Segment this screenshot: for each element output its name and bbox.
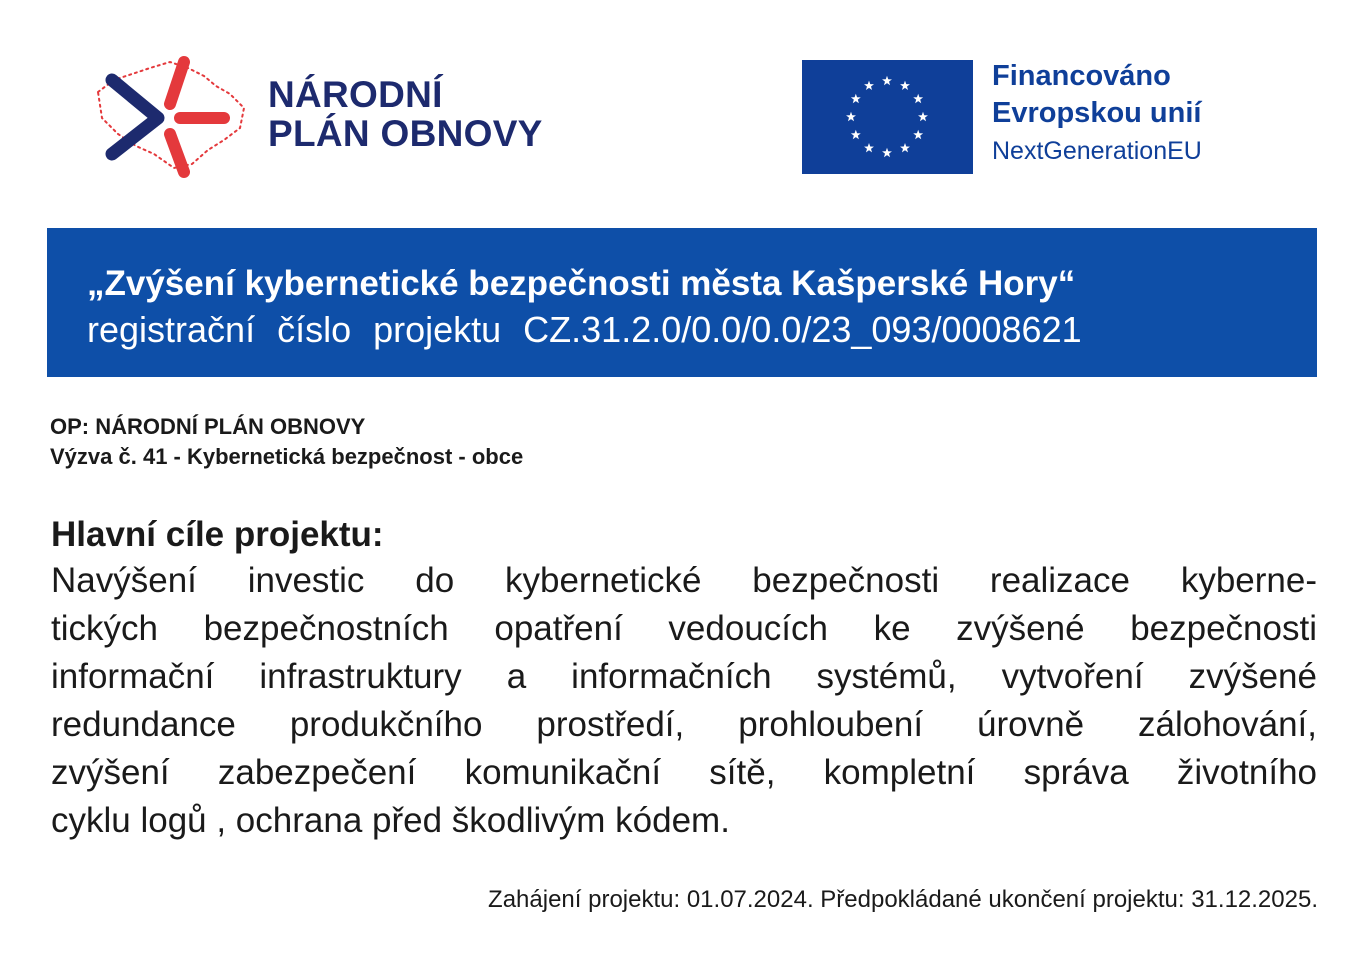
op-line2: Výzva č. 41 - Kybernetická bezpečnost - obce	[50, 444, 524, 469]
goals-line: redundance produkčního prostředí, prohloubení úrovně zálohování,	[51, 705, 1317, 744]
npo-czech-map-emblem-icon	[92, 50, 252, 185]
eu-funding-text	[992, 58, 1202, 170]
eu-star-icon	[846, 112, 856, 121]
project-dates: Zahájení projektu: 01.07.2024. Předpokládané ukončení projektu: 31.12.2025.	[488, 886, 1318, 913]
goals-body	[51, 557, 1317, 845]
eu-star-icon	[864, 81, 874, 90]
project-title: „Zvýšení kybernetické bezpečnosti města Kašperské Hory“	[87, 264, 1076, 303]
eu-star-icon	[851, 94, 861, 103]
eu-star-icon	[882, 76, 892, 85]
goals-line: tických bezpečnostních opatření vedoucích ke zvýšené bezpečnosti	[51, 609, 1317, 648]
registration-number: registrační číslo projektu CZ.31.2.0/0.0/0.0/23_093/0008621	[87, 309, 1082, 350]
eu-star-icon	[913, 94, 923, 103]
goals-line: informační infrastruktury a informačních systémů, vytvoření zvýšené	[51, 657, 1317, 696]
eu-line3: NextGenerationEU	[992, 137, 1202, 165]
npo-wordmark	[268, 75, 543, 153]
eu-star-icon	[864, 143, 874, 152]
project-banner	[47, 228, 1317, 377]
eu-star-icon	[918, 112, 928, 121]
eu-funding-logo	[802, 60, 1322, 178]
npo-line1: NÁRODNÍ	[268, 74, 443, 115]
eu-star-icon	[900, 143, 910, 152]
npo-line2: PLÁN OBNOVY	[268, 113, 543, 154]
op-line1: OP: NÁRODNÍ PLÁN OBNOVY	[50, 414, 366, 439]
project-goals	[51, 513, 1317, 845]
eu-stars	[802, 60, 973, 174]
goals-line: cyklu logů , ochrana před škodlivým kódem.	[51, 801, 730, 840]
eu-star-icon	[851, 130, 861, 139]
eu-line2: Evropskou unií	[992, 97, 1202, 129]
goals-line: Navýšení investic do kybernetické bezpečnosti realizace kyberne-	[51, 561, 1317, 600]
eu-star-icon	[882, 148, 892, 157]
eu-star-icon	[900, 81, 910, 90]
operational-programme	[50, 412, 523, 472]
goals-line: zvýšení zabezpečení komunikační sítě, kompletní správa životního	[51, 753, 1317, 792]
eu-line1: Financováno	[992, 60, 1171, 92]
eu-star-icon	[913, 130, 923, 139]
eu-flag-icon	[802, 60, 973, 174]
npo-logo	[92, 50, 572, 185]
goals-heading: Hlavní cíle projektu:	[51, 515, 384, 554]
